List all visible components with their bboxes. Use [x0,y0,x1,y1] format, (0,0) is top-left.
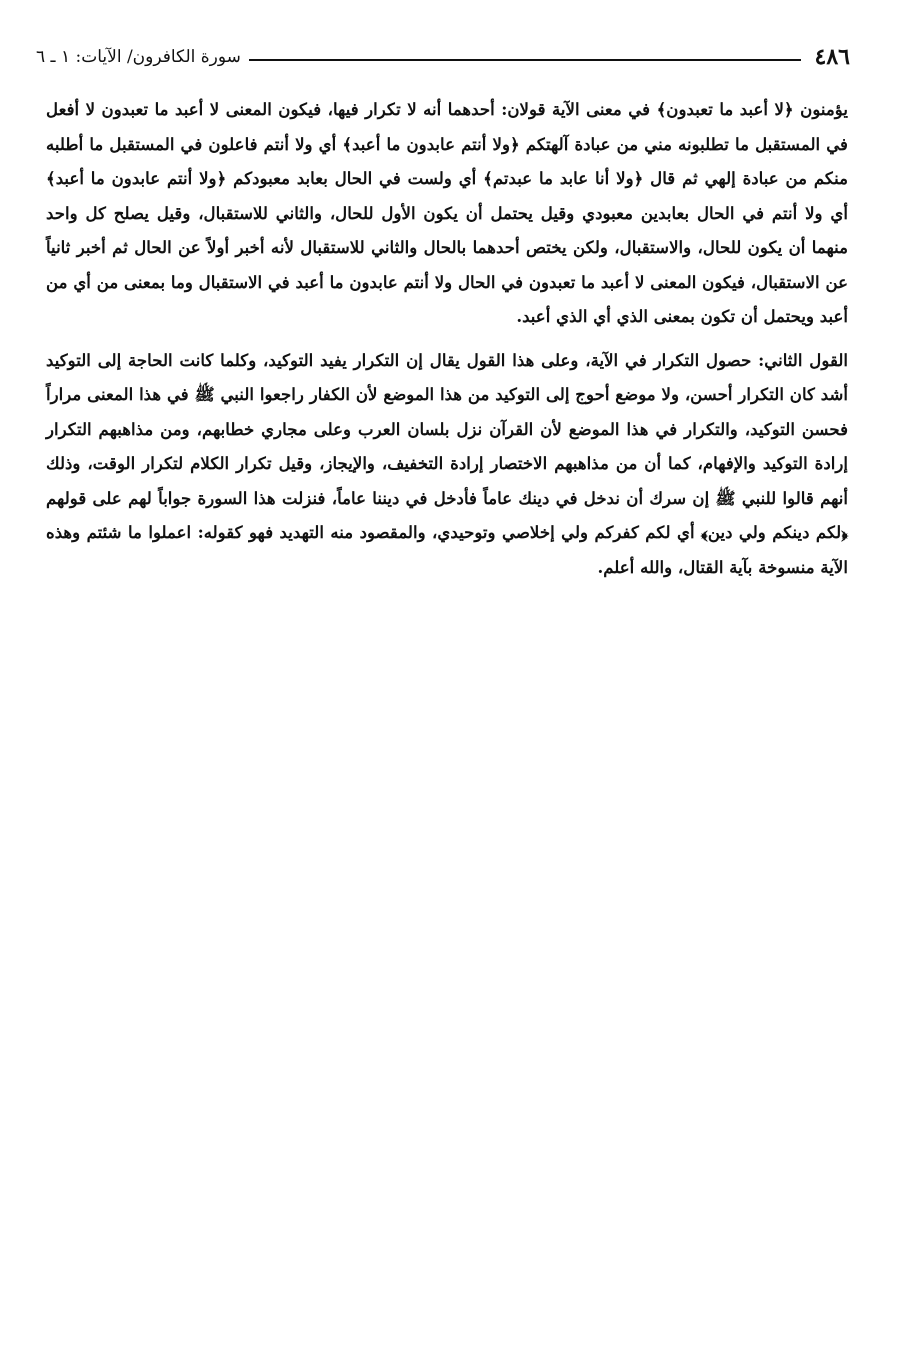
body-paragraph-1: يؤمنون ﴿لا أعبد ما تعبدون﴾ في معنى الآية قولان: أحدهما أنه لا تكرار فيها، فيكون المعنى لا أعبد ما تعبدون لا أفعل في المستقبل ما تطلبونه مني من عبادة آلهتكم ﴿ولا أنتم عابدون ما أعبد﴾ أي ولا أنتم فاعلون في المستقبل ما أطلبه منكم من عبادة إلهي ثم قال ﴿ولا أنا عابد ما عبدتم﴾ أي ولست في الحال بعابد معبودكم ﴿ولا أنتم عابدون ما أعبد﴾ أي ولا أنتم في الحال بعابدين معبودي وقيل يحتمل أن يكون الأول للحال، والثاني للاستقبال، وقيل يصلح كل واحد منهما أن يكون للحال، والاستقبال، ولكن يختص أحدهما بالحال والثاني للاستقبال لأنه أخبر أولاً عن الحال ثم أخبر ثانياً عن الاستقبال، فيكون المعنى لا أعبد ما تعبدون في الحال ولا أنتم عابدون ما أعبد في الاستقبال وما بمعنى من أي من أعبد ويحتمل أن تكون بمعنى الذي أي الذي أعبد. [46,99,848,326]
surah-title: سورة الكافرون/ الآيات: ١ ـ ٦ [36,47,241,67]
header-rule [249,59,801,61]
page-body [46,92,848,584]
page-number: ٤٨٦ [814,44,850,70]
body-paragraph-2: القول الثاني: حصول التكرار في الآية، وعلى هذا القول يقال إن التكرار يفيد التوكيد، وكلما كانت الحاجة إلى التوكيد أشد كان التكرار أحسن، ولا موضع أحوج إلى التوكيد من هذا الموضع لأن الكفار راجعوا النبي ﷺ في هذا المعنى مراراً فحسن التوكيد، والتكرار في هذا الموضع لأن القرآن نزل بلسان العرب وعلى مجاري خطابهم، ومن مذاهبهم التكرار إرادة التوكيد والإفهام، كما أن من مذاهبهم الاختصار إرادة التخفيف، والإيجاز، وقيل تكرار الكلام لتكرار الوقت، وذلك أنهم قالوا للنبي ﷺ إن سرك أن ندخل في دينك عاماً فأدخل في ديننا عاماً، فنزلت هذا السورة جواباً لهم على قولهم ﴿لكم دينكم ولي دين﴾ أي لكم كفركم ولي إخلاصي وتوحيدي، والمقصود منه التهديد فهو كقوله: اعملوا ما شئتم وهذه الآية منسوخة بآية القتال، والله أعلم. [46,349,848,577]
running-header [36,40,850,74]
